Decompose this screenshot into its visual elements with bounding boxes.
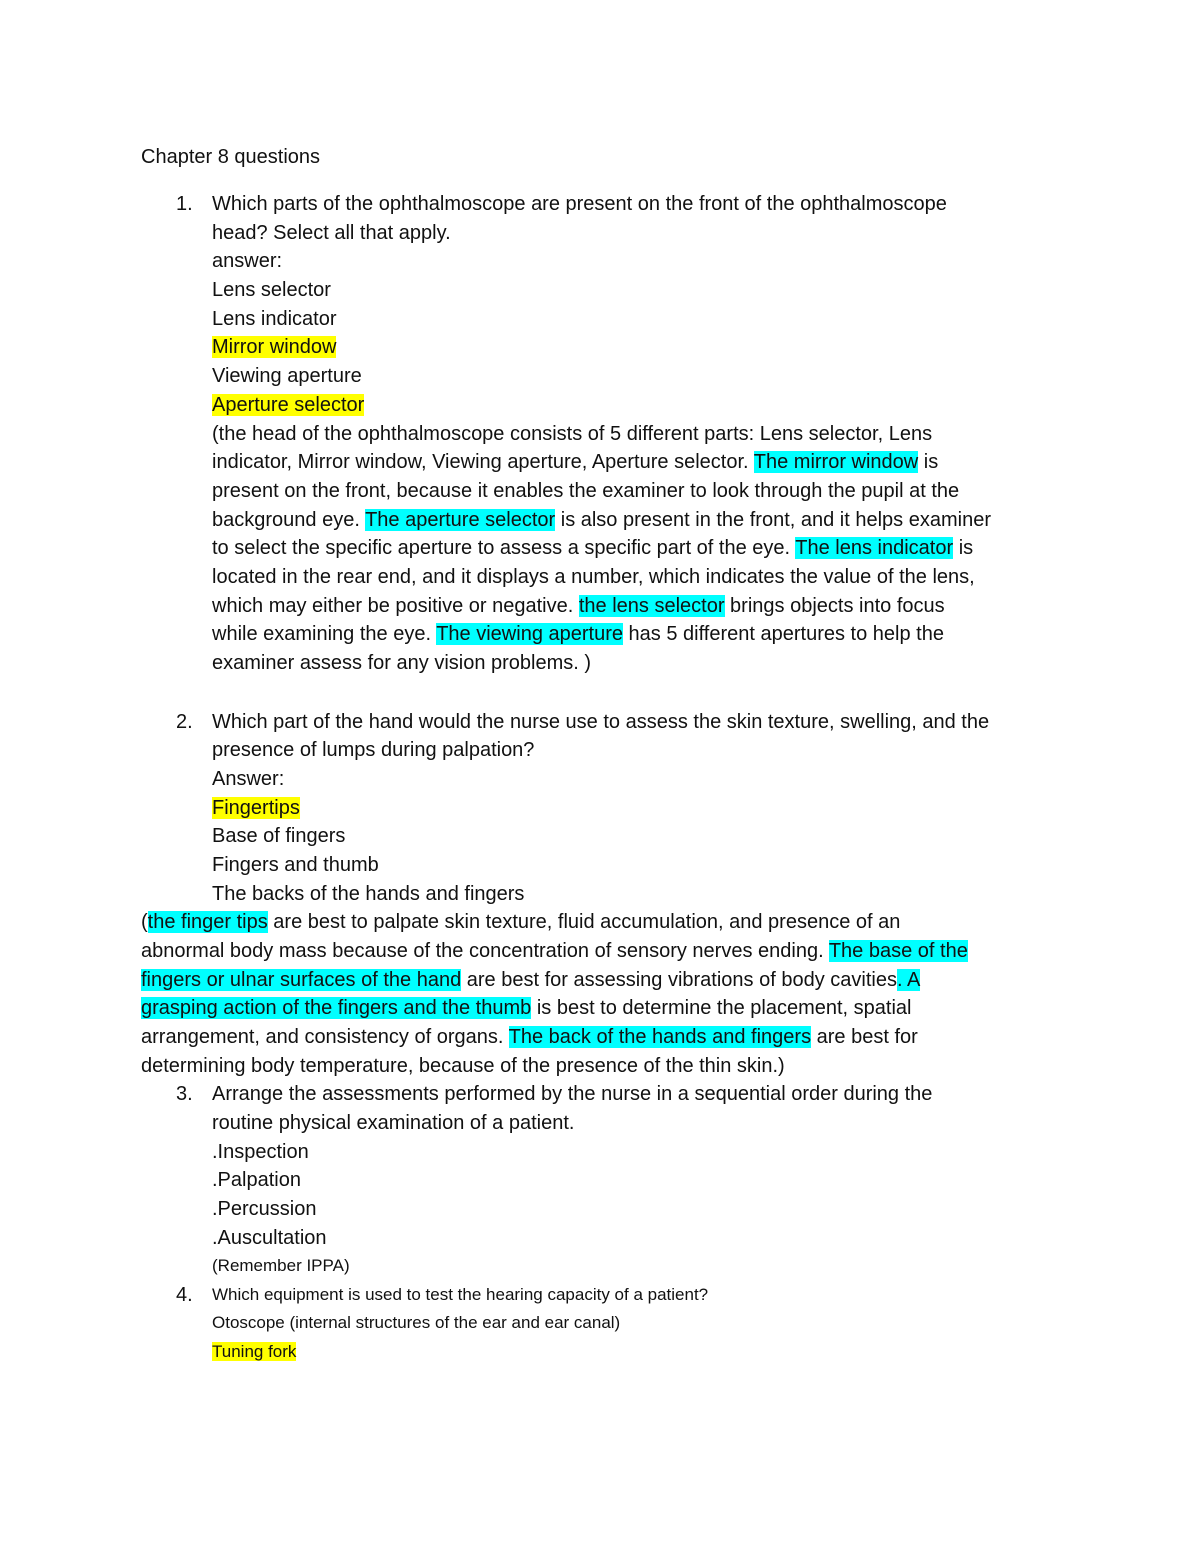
text-run: are best for assessing vibrations of body cavities [461, 969, 897, 991]
question-3-step-auscultation: .Auscultation [212, 1227, 327, 1249]
question-1-option-mirror-window [212, 333, 336, 361]
question-2-number: 2. [176, 711, 193, 733]
highlight-term: the finger tips [147, 911, 268, 933]
highlight-answer: Fingertips [212, 797, 300, 819]
highlight-term: grasping action of the fingers and the thumb [141, 997, 532, 1019]
question-3-step-inspection: .Inspection [212, 1141, 309, 1163]
question-4-option-otoscope: Otoscope (internal structures of the ear and ear canal) [212, 1313, 621, 1332]
question-2-explanation-line [141, 966, 920, 994]
question-1-text-line2: head? Select all that apply. [212, 222, 451, 244]
question-3-note: (Remember IPPA) [212, 1256, 350, 1275]
text-run: arrangement, and consistency of organs. [141, 1026, 509, 1048]
text-run: background eye. [212, 509, 366, 531]
question-2-explanation-line: determining body temperature, because of the presence of the thin skin.) [141, 1055, 785, 1077]
question-1-explanation-line [212, 534, 973, 562]
text-run: which may either be positive or negative. [212, 595, 579, 617]
highlight-term: the lens selector [578, 595, 725, 617]
question-1-explanation-line: (the head of the ophthalmoscope consists of 5 different parts: Lens selector, Lens [212, 423, 933, 445]
question-3-text-line2: routine physical examination of a patient. [212, 1112, 575, 1134]
highlight-answer: Tuning fork [212, 1342, 297, 1361]
question-2-answer-label: Answer: [212, 768, 285, 790]
highlight-answer: Aperture selector [212, 394, 365, 416]
question-3-text-line1: Arrange the assessments performed by the nurse in a sequential order during the [212, 1083, 933, 1105]
question-1-explanation-line [212, 620, 944, 648]
question-2-text-line1: Which part of the hand would the nurse use to assess the skin texture, swelling, and the [212, 711, 990, 733]
highlight-term: The lens indicator [795, 537, 954, 559]
text-run: ( [141, 911, 148, 933]
question-1-explanation-line: present on the front, because it enables the examiner to look through the pupil at the [212, 480, 960, 502]
text-run: is also present in the front, and it helps examiner [555, 509, 991, 531]
text-run: abnormal body mass because of the concentration of sensory nerves ending. [141, 940, 829, 962]
question-4-option-tuning-fork [212, 1338, 296, 1366]
question-1-explanation-line: located in the rear end, and it displays a number, which indicates the value of the lens, [212, 566, 975, 588]
text-run: are best for [811, 1026, 918, 1048]
highlight-term: . A [896, 969, 921, 991]
page-title: Chapter 8 questions [141, 146, 321, 168]
text-run: indicator, Mirror window, Viewing aperture, Aperture selector. [212, 451, 754, 473]
question-1-explanation-line: examiner assess for any vision problems. ) [212, 652, 592, 674]
question-2-explanation-line [141, 994, 911, 1022]
question-3-number: 3. [176, 1083, 193, 1105]
highlight-term: The mirror window [753, 451, 919, 473]
highlight-term: The back of the hands and fingers [508, 1026, 812, 1048]
question-1-option-lens-indicator: Lens indicator [212, 308, 337, 330]
question-1-text-line1: Which parts of the ophthalmoscope are present on the front of the ophthalmoscope [212, 193, 947, 215]
question-1-option-aperture-selector [212, 391, 364, 419]
text-run: brings objects into focus [724, 595, 945, 617]
highlight-term: The base of the [828, 940, 968, 962]
text-run: is best to determine the placement, spatial [531, 997, 912, 1019]
highlight-term: The viewing aperture [436, 623, 623, 645]
highlight-term: fingers or ulnar surfaces of the hand [141, 969, 462, 991]
text-run: has 5 different apertures to help the [623, 623, 944, 645]
question-3-step-percussion: .Percussion [212, 1198, 317, 1220]
text-run: while examining the eye. [212, 623, 437, 645]
text-run: is [918, 451, 939, 473]
question-2-explanation-line [141, 1023, 918, 1051]
question-1-explanation-line [212, 592, 945, 620]
question-4-number: 4. [176, 1284, 193, 1306]
highlight-answer: Mirror window [212, 336, 337, 358]
question-2-option-fingers-and-thumb: Fingers and thumb [212, 854, 379, 876]
text-run: are best to palpate skin texture, fluid accumulation, and presence of an [267, 911, 901, 933]
question-1-answer-label: answer: [212, 250, 283, 272]
question-1-number: 1. [176, 193, 193, 215]
question-1-explanation-line [212, 506, 991, 534]
question-2-option-backs-of-hands: The backs of the hands and fingers [212, 883, 525, 905]
question-2-explanation-line [141, 937, 968, 965]
question-1-option-viewing-aperture: Viewing aperture [212, 365, 362, 387]
text-run: to select the specific aperture to assess a specific part of the eye. [212, 537, 796, 559]
highlight-term: The aperture selector [365, 509, 556, 531]
question-2-text-line2: presence of lumps during palpation? [212, 739, 535, 761]
question-3-step-palpation: .Palpation [212, 1169, 301, 1191]
question-2-option-base-of-fingers: Base of fingers [212, 825, 346, 847]
text-run: is [953, 537, 974, 559]
question-1-explanation-line [212, 448, 938, 476]
question-1-option-lens-selector: Lens selector [212, 279, 331, 301]
question-2-explanation-line [141, 908, 900, 936]
question-4-text-line1: Which equipment is used to test the hearing capacity of a patient? [212, 1285, 709, 1304]
question-2-option-fingertips [212, 794, 300, 822]
